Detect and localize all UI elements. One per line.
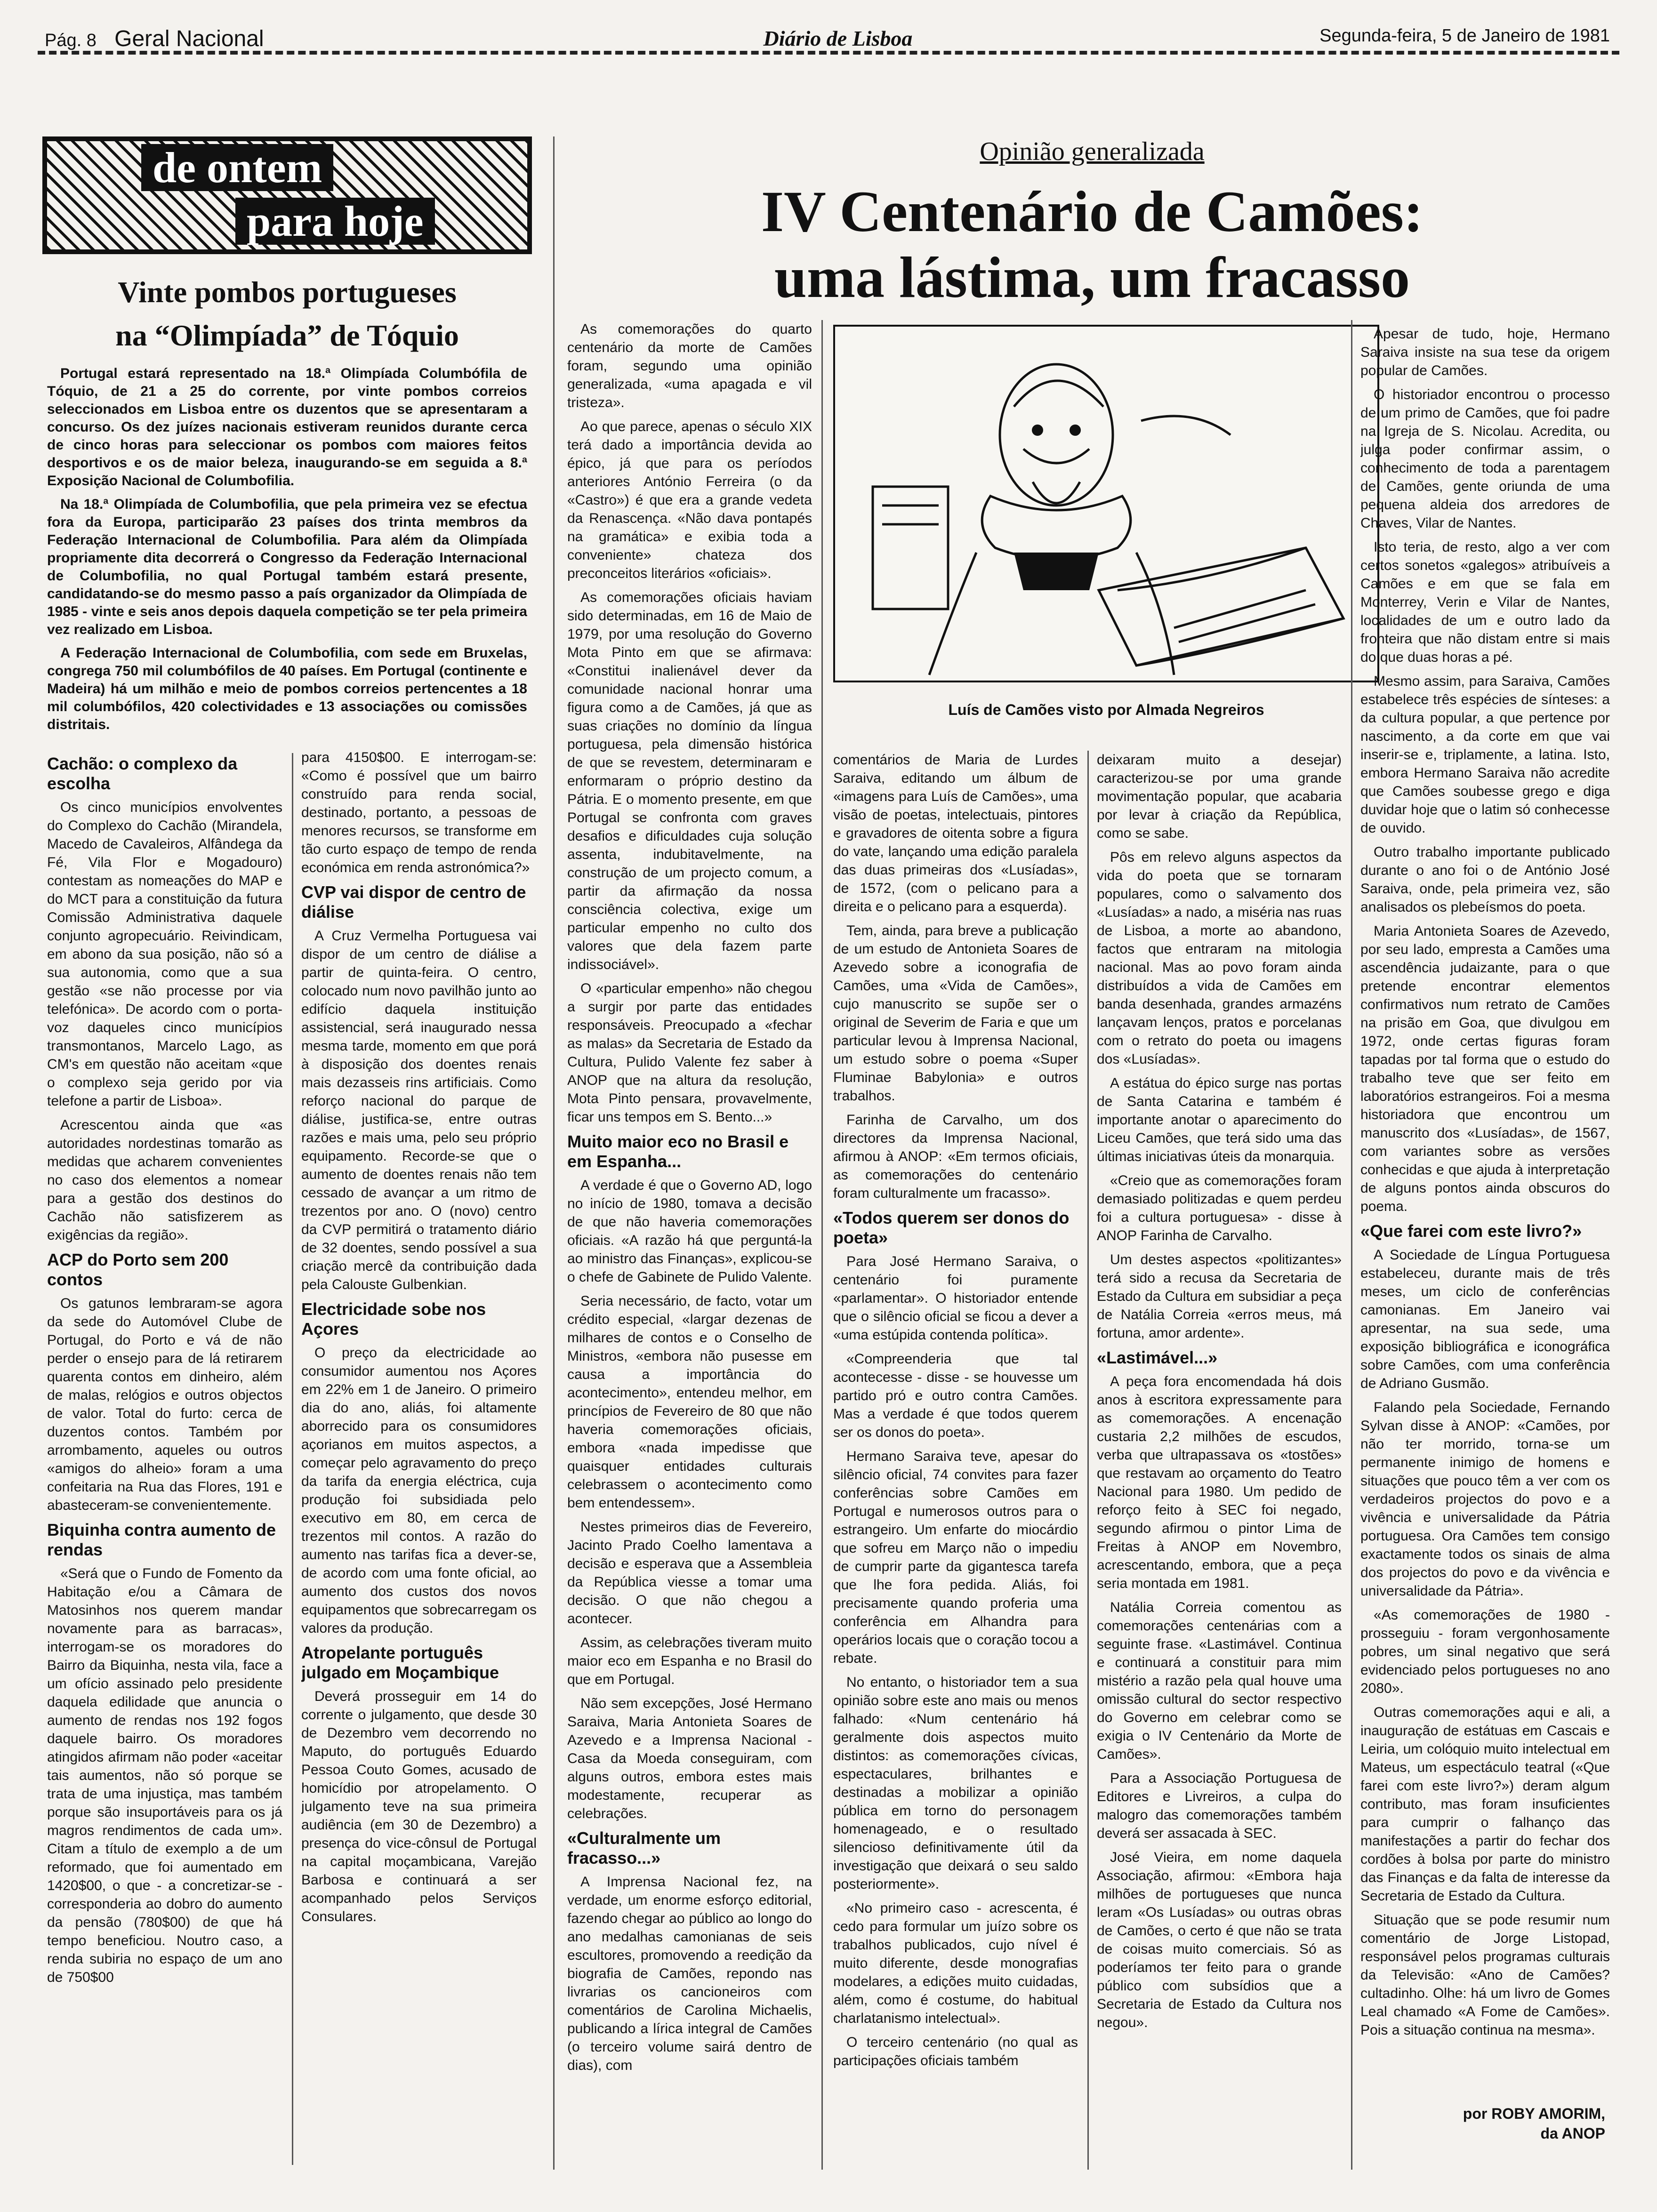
paragraph: Mesmo assim, para Saraiva, Camões estabelece três espécies de sínteses: a da cultura popular, a que pertence por nascimento, a da corte em que vai inserir-se e, triplamente, a latina. Isto, embora Hermano Saraiva não acredite que Camões soubesse grego e diga duvidar hoje que o latim só conhecesse de ouvido. xyxy=(1360,673,1610,836)
main-headline-line-1: IV Centenário de Camões: xyxy=(761,179,1424,244)
section-name: Geral Nacional xyxy=(114,26,264,51)
column-3 xyxy=(567,320,812,2170)
paragraph: Apesar de tudo, hoje, Hermano Saraiva insiste na sua tese da origem popular de Camões. xyxy=(1360,326,1610,378)
camoes-portrait-illustration xyxy=(833,325,1379,682)
byline-agency: da ANOP xyxy=(1540,2125,1605,2142)
main-kicker: Opinião generalizada xyxy=(980,137,1205,166)
paragraph: Para a Associação Portuguesa de Editores e Livreiros, a culpa do malogro das comemorações também deverá ser assacada à SEC. xyxy=(1097,1771,1342,1841)
banner-line-1: de ontem xyxy=(141,144,333,191)
paragraph: Outras comemorações aqui e ali, a inauguração de estátuas em Cascais e Leiria, um colóquio muito intelectual em Mateus, um espectáculo teatral («Que farei com este livro?») deram algum contributo, mas foram insuficientes para cumprir o falhanço das manifestações a partir do fechar dos cordões à bolsa por parte do ministro das Finanças e da falta de interesse da Secretaria de Estado da Cultura. xyxy=(1360,1705,1610,1904)
paragraph: Deverá prosseguir em 14 do corrente o julgamento, que desde 30 de Dezembro vem decorrendo no Maputo, do português Eduardo Pessoa Couto Gomes, acusado de homicídio por atropelamento. O julgamento teve na sua primeira audiência (em 30 de Dezembro) a presença do vice-cônsul de Portugal na capital moçambicana, Varejão Barbosa e continuará a ser acompanhado pelos Serviços Consulares. xyxy=(301,1689,537,1924)
main-headline xyxy=(565,179,1619,311)
column-divider xyxy=(821,320,823,2170)
page-number: Pág. 8 xyxy=(45,31,97,50)
paragraph: Não sem excepções, José Hermano Saraiva, Maria Antonieta Soares de Azevedo e a Imprensa Nacional - Casa da Moeda conseguiram, com alguns outros, embora estes mais modestamente, recuperar as celebrações. xyxy=(567,1696,812,1821)
subhead-donos: «Todos querem ser donos do poeta» xyxy=(833,1208,1070,1247)
subhead-cvp: CVP vai dispor de centro de diálise xyxy=(301,882,526,922)
paragraph: Tem, ainda, para breve a publicação de um estudo de Antonieta Soares de Azevedo sobre a iconografia de Camões, uma «Vida de Camões», cujo manuscrito se supõe ser o original de Severim de Faria e que um particular levou à Imprensa Nacional, um estudo sobre o poema «Super Fluminae Babylonia» e outros trabalhos. xyxy=(833,923,1078,1104)
paragraph: A peça fora encomendada há dois anos à escritora expressamente para as comemorações. A encenação custaria 2,2 milhões de escudos, verba que ultrapassava os «tostões» que restavam ao orçamento do Teatro Nacional para 1980. Um pedido de reforço feito à SEC foi negado, segundo afirmou o pintor Lima de Freitas à ANOP em Novembro, acrescentando, embora, que a peça seria montada em 1981. xyxy=(1097,1374,1342,1591)
left-story-lead xyxy=(47,365,527,741)
paragraph: Seria necessário, de facto, votar um crédito especial, «largar dezenas de milhares de contos e o Conselho de Ministros, «embora não pusesse em causa a importância do acontecimento», entendeu melhor, em princípios de Fevereiro de 80 que não haveria comemorações oficiais, embora «nada impedisse que quaisquer entidades culturais celebrassem o acontecimento como bem entendessem». xyxy=(567,1293,812,1511)
column-divider xyxy=(1351,320,1352,2170)
column-1 xyxy=(47,748,282,2170)
paragraph: Outro trabalho importante publicado durante o ano foi o de António José Saraiva, onde, pela primeira vez, são analisados os plebeísmos do poeta. xyxy=(1360,844,1610,915)
paragraph: Pôs em relevo alguns aspectos da vida do poeta que se tornaram populares, como o salvamento dos «Lusíadas» a nado, a miséria nas ruas de Lisboa, a morte ao abandono, factos que entraram na mitologia nacional. Mas ao povo foram ainda distribuídos a vida de Camões em banda desenhada, grandes armazéns lançavam lenços, pratos e porcelanas com o retrato do poeta ou imagens dos «Lusíadas». xyxy=(1097,850,1342,1067)
subhead-lastimavel: «Lastimável...» xyxy=(1097,1348,1218,1367)
paragraph: A Sociedade de Língua Portuguesa estabeleceu, durante mais de três meses, um ciclo de conferências camonianas. Em Janeiro vai apresentar, na sua sede, uma exposição bibliográfica e iconográfica sobre Camões, com uma conferência de Adriano Gusmão. xyxy=(1360,1247,1610,1391)
paragraph: para 4150$00. E interrogam-se: «Como é possível que um bairro construído para renda social, destinado, portanto, a pessoas de menores recursos, se transforme em tão curto espaço de tempo de renda económica em renda astronómica?» xyxy=(301,750,537,875)
paragraph: Hermano Saraiva teve, apesar do silêncio oficial, 74 convites para fazer conferências sobre Camões em Portugal e numerosos outros para o estrangeiro. Um enfarte do miocárdio que sofreu em Março não o impediu de cumprir parte da gigantesca tarefa que lhe fora pedida. Aliás, foi precisamente quando proferia uma conferência em Alhandra para operários locais que o coração tocou a rebate. xyxy=(833,1449,1078,1666)
paragraph: O historiador encontrou o processo de um primo de Camões, que foi padre na Igreja de S. Nicolau. Acredita, ou julga poder confirmar assim, o conhecimento de toda a parentagem de Camões, gente oriunda de uma pequena aldeia dos arredores de Chaves, Vilar de Nantes. xyxy=(1360,387,1610,531)
byline xyxy=(1360,2104,1605,2143)
paragraph: Assim, as celebrações tiveram muito maior eco em Espanha e no Brasil do que em Portugal. xyxy=(567,1635,812,1687)
subhead-biquinha: Biquinha contra aumento de rendas xyxy=(47,1520,276,1559)
paragraph: O «particular empenho» não chegou a surgir por parte das entidades responsáveis. Preocupado a «fechar as malas» da Secretaria de Estado da Cultura, Pulido Valente fez saber à ANOP que na altura da resolução, Mota Pinto pensara, provavelmente, ficar uns tempos em S. Bento...» xyxy=(567,981,812,1125)
paragraph: Situação que se pode resumir num comentário de Jorge Listopad, responsável pelos programas culturais da Televisão: «Ano de Camões? cultadinho. Olhe: há um livro de Gomes Leal chamado «A Fome de Camões». Pois a situação continua na mesma». xyxy=(1360,1912,1610,2038)
subhead-acp: ACP do Porto sem 200 contos xyxy=(47,1250,229,1289)
paragraph: Maria Antonieta Soares de Azevedo, por seu lado, empresta a Camões uma ascendência judaizante, para o que pretende encontrar elementos confirmativos num retrato de Camões na prisão em Goa, que divulgou em 1972, onde certas figuras foram tapadas por tal forma que o estudo do trabalho teve que ser feito em laboratórios estrangeiros. Foi a mesma historiadora que encontrou um manuscrito dos «Lusíadas», de 1567, com variantes sobre as versões conhecidas e que ajuda à interpretação de alguns pontos ainda obscuros do poema. xyxy=(1360,923,1610,1214)
paragraph: A verdade é que o Governo AD, logo no início de 1980, tomava a decisão de que não haveria comemorações oficiais. «A razão há que perguntá-la ao ministro das Finanças», explicou-se o chefe de Gabinete de Pulido Valente. xyxy=(567,1178,812,1285)
paragraph: «Será que o Fundo de Fomento da Habitação e/ou a Câmara de Matosinhos nos querem mandar novamente para as barracas», interrogam-se os moradores do Bairro da Biquinha, nesta vila, face a um ofício assinado pelo presidente daquela edilidade que anuncia o aumento de rendas nos 192 fogos daquele bairro. Os moradores atingidos afirmam não poder «aceitar tais aumentos, não só porque se trata de uma injustiça, mas também porque são insuportáveis para os já magros rendimentos de cada um». Citam a título de exemplo a de um reformado, que foi aumentado em 1420$00, o que - a concretizar-se - corresponderia ao dobro do aumento da pensão (780$00) de que há tempo beneficiou. Noutro caso, a renda subiria no espaço de um ano de 750$00 xyxy=(47,1566,282,1985)
paragraph: comentários de Maria de Lurdes Saraiva, editando um álbum de «imagens para Luís de Camões», uma visão de poetas, intelectuais, pintores e gravadores de oitenta sobre a figura do vate, lançando uma edição paralela das duas primeiras dos «Lusíadas», de 1572, (com o pelicano para a direita e o pelicano para a esquerda). xyxy=(833,752,1078,914)
lead-paragraph: A Federação Internacional de Columbofilia, com sede em Bruxelas, congrega 750 mil columbófilos de 40 países. Em Portugal (continente e Madeira) há um milhão e meio de pombos correios pertencentes a 18 mil columbófilos, 420 colectividades e 13 associações ou comissões distritais. xyxy=(47,645,527,732)
paragraph: deixaram muito a desejar) caracterizou-se por uma grande movimentação popular, que acabaria por levar à criação da República, como se sabe. xyxy=(1097,752,1342,841)
column-5 xyxy=(1097,751,1342,2170)
illustration-caption: Luís de Camões visto por Almada Negreiros xyxy=(948,701,1264,718)
subhead-culturalmente: «Culturalmente um fracasso...» xyxy=(567,1828,721,1867)
section-banner xyxy=(42,136,532,254)
banner-line-2: para hoje xyxy=(235,198,435,245)
paragraph: Um destes aspectos «politizantes» terá sido a recusa da Secretaria de Estado da Cultura em subsidiar a peça de Natália Correia «erros meus, má fortuna, amor ardente». xyxy=(1097,1252,1342,1341)
portrait-drawing xyxy=(835,327,1377,681)
section-divider xyxy=(553,136,555,2170)
masthead: Diário de Lisboa xyxy=(763,26,913,50)
issue-date: Segunda-feira, 5 de Janeiro de 1981 xyxy=(1319,26,1610,46)
paragraph: «No primeiro caso - acrescenta, é cedo para formular um juízo sobre os trabalhos publicados, cujo nível é muito diferente, desde monografias modelares, a edições muito cuidadas, além, como é costume, do habitual charlatanismo intelectual». xyxy=(833,1900,1078,2026)
paragraph: Acrescentou ainda que «as autoridades nordestinas tomarão as medidas que acharem convenientes no caso dos elementos a nomear para a gestão dos destinos do Cachão não satisfizerem as exigências da região». xyxy=(47,1117,282,1243)
paragraph: O preço da electricidade ao consumidor aumentou nos Açores em 22% em 1 de Janeiro. O primeiro dia do ano, aliás, foi altamente aborrecido para os consumidores açorianos em muitos aspectos, a começar pelo agravamento do preço da tarifa da energia eléctrica, cuja produção foi subsidiada pelo executivo em 80, em cerca de trezentos mil contos. A razão do aumento nas tarifas fica a dever-se, de acordo com uma fonte oficial, ao aumento dos custos dos novos equipamentos que sobrecarregam os valores da produção. xyxy=(301,1345,537,1636)
left-story-headline xyxy=(42,271,532,357)
paragraph: Nestes primeiros dias de Fevereiro, Jacinto Prado Coelho lamentava a decisão e esperava que a Assembleia da República viesse a tomar uma decisão. O que não chegou a acontecer. xyxy=(567,1519,812,1627)
paragraph: Para José Hermano Saraiva, o centenário foi puramente «parlamentar». O historiador entende que o silêncio oficial se ficou a dever a «uma estúpida contenda política». xyxy=(833,1254,1078,1343)
main-headline-line-2: uma lástima, um fracasso xyxy=(774,245,1410,310)
left-headline-line-1: Vinte pombos portugueses xyxy=(118,275,457,309)
lead-paragraph: Portugal estará representado na 18.ª Olimpíada Columbófila de Tóquio, de 21 a 25 do corrente, por vinte pombos correios seleccionados em Lisboa entre os duzentos que se apresentaram a concurso. Os dez juízes nacionais estiveram reunidos durante cerca de cinco horas para seleccionar os pombos com maiores feitos desportivos e os de maior beleza, inaugurando-se em seguida a 8.ª Exposição Nacional de Columbofilia. xyxy=(47,366,527,489)
paragraph: A Cruz Vermelha Portuguesa vai dispor de um centro de diálise a partir de quinta-feira. O centro, colocado num novo pavilhão junto ao edifício daquela instituição assistencial, será inaugurado nessa mesma tarde, momento em que porá à disposição dos doentes renais mais dezasseis rins artificiais. Como reforço nacional do parque de diálise, justifica-se, entre outras razões e mais uma, pelo seu próprio equipamento. Recorde-se que o aumento de doentes renais não tem cessado de avançar a um ritmo de trezentos por ano. O (novo) centro da CVP permitirá o tratamento diário de 32 doentes, sendo possível a sua criação mercê da contribuição dada pela Calouste Gulbenkian. xyxy=(301,928,537,1292)
paragraph: Ao que parece, apenas o século XIX terá dado a importância devida ao épico, já que para os períodos anteriores António Ferreira (o da «Castro») é que era a grande vedeta da Renascença. «Não dava pontapés na gramática» e exibia toda a conveniente» chateza dos preconceitos literários «oficiais». xyxy=(567,419,812,581)
paragraph: Isto teria, de resto, algo a ver com certos sonetos «galegos» atribuíveis a Camões e em que se fala em Monterrey, Verin e Vilar de Nantes, localidades de um e outro lado da fronteira que não distam entre si mais do que duas horas a pé. xyxy=(1360,539,1610,665)
paragraph: No entanto, o historiador tem a sua opinião sobre este ano mais ou menos falhado: «Num centenário há geralmente dois aspectos muito distintos: as comemorações cívicas, espectaculares, brilhantes e destinadas a mobilizar a opinião pública em torno do personagem homenageado, e o resultado silencioso definitivamente útil da investigação que deixará o seu saldo posteriormente». xyxy=(833,1675,1078,1892)
paragraph: As comemorações oficiais haviam sido determinadas, em 16 de Maio de 1979, por uma resolução do Governo Mota Pinto em que se afirmava: «Constitui inalienável dever da comunidade nacional honrar uma figura como a de Camões, já que as suas criações no domínio da língua portuguesa, pela dimensão histórica de que se revestem, determinaram e enformaram o próprio destino da Pátria. E o momento presente, em que Portugal se confronta com graves desafios e dificuldades cuja solução assenta, indubitavelmente, na construção de um projecto comum, a partir da afirmação da nossa consciência colectiva, exige um particular empenho no culto dos valores que dela fazem parte indissociável». xyxy=(567,590,812,972)
paragraph: A Imprensa Nacional fez, na verdade, um enorme esforço editorial, fazendo chegar ao público ao longo do ano medalhas camonianas de seis escultores, promovendo a reedição da biografia de Camões, repondo nas livrarias os cancioneiros com comentários de Carolina Michaelis, publicando a lírica integral de Camões (o terceiro volume sairá dentro de dias), com xyxy=(567,1874,812,2073)
paragraph: «Compreenderia que tal acontecesse - disse - se houvesse um partido pró e outro contra Camões. Mas a verdade é que todos querem ser os donos do poeta». xyxy=(833,1351,1078,1440)
column-4 xyxy=(833,751,1078,2170)
paragraph: Natália Correia comentou as comemorações centenárias com a seguinte frase. «Lastimável. Continua e continuará a constituir para mim mistério a razão pela qual houve uma omissão cultural do sector respectivo do Governo em celebrar como se exigia o IV Centenário da Morte de Camões». xyxy=(1097,1600,1342,1762)
paragraph: A estátua do épico surge nas portas de Santa Catarina e também é importante anotar o aparecimento do Liceu Camões, que terá sido uma das últimas iniciativas úteis da monarquia. xyxy=(1097,1075,1342,1164)
paragraph: «As comemorações de 1980 - prosseguiu - foram vergonhosamente pobres, um sinal negativo que será evidenciado pelos portugueses no ano 2080». xyxy=(1360,1607,1610,1696)
paragraph: Falando pela Sociedade, Fernando Sylvan disse à ANOP: «Camões, por não ter morrido, torna-se um permanente inimigo de homens e situações que pouco têm a ver com os verdadeiros projectos do povo e a vivência e universalidade da Pátria portuguesa. Ora Camões tem consigo exactamente todos os sinais de alma dos projectos do povo e da vivência e universalidade da Pátria». xyxy=(1360,1400,1610,1599)
paragraph: José Vieira, em nome daquela Associação, afirmou: «Embora haja milhões de portugueses que nunca leram «Os Lusíadas» ou outras obras de Camões, o certo é que não se trata de coisas muito comerciais. Só as poderíamos ter feito para o grande público com subsídios que a Secretaria de Estado da Cultura nos negou». xyxy=(1097,1850,1342,2030)
column-6 xyxy=(1360,325,1610,2099)
header-rule xyxy=(38,51,1619,55)
subhead-cachao: Cachão: o complexo da escolha xyxy=(47,754,238,793)
paragraph: Os cinco municípios envolventes do Complexo do Cachão (Mirandela, Macedo de Cavaleiros, Alfândega da Fé, Vila Flor e Mogadouro) contestam as nomeações do MAP e do MCT para a constituição da futura Comissão Administrativa daquele conjunto agropecuário. Reivindicam, em abono da sua posição, não só a sua autonomia, como que a sua gestão «se não processe por via telefónica». De acordo com o porta-voz daqueles cinco municípios transmontanos, Marcelo Lago, as CM's em questão não aceitam «que o complexo seja gerido por via telefone a partir de Lisboa». xyxy=(47,800,282,1109)
subhead-eco: Muito maior eco no Brasil e em Espanha... xyxy=(567,1132,789,1171)
column-divider xyxy=(292,753,293,2165)
paragraph: Os gatunos lembraram-se agora da sede do Automóvel Clube de Portugal, do Porto e vá de não perder o ensejo para de lá retirarem quarenta contos em dinheiro, além de malas, relógios e outros objectos de valor. Total do furto: cerca de duzentos contos. Também por arrombamento, aqueles ou outros «amigos do alheio» foram a uma confeitaria na Rua das Flores, 191 e abasteceram-se convenientemente. xyxy=(47,1296,282,1513)
subhead-atropelante: Atropelante português julgado em Moçambique xyxy=(301,1643,499,1682)
page-header-left xyxy=(45,26,374,49)
byline-name: por ROBY AMORIM, xyxy=(1463,2105,1605,2122)
subhead-electricidade: Electricidade sobe nos Açores xyxy=(301,1299,486,1338)
column-2 xyxy=(301,748,537,2170)
left-headline-line-2: na “Olimpíada” de Tóquio xyxy=(115,319,459,352)
paragraph: «Creio que as comemorações foram demasiado politizadas e quem perdeu foi a cultura portuguesa» - disse à ANOP Farinha de Carvalho. xyxy=(1097,1173,1342,1243)
paragraph: O terceiro centenário (no qual as participações oficiais também xyxy=(833,2035,1078,2068)
paragraph: As comemorações do quarto centenário da morte de Camões foram, segundo uma opinião generalizada, «uma apagada e vil tristeza». xyxy=(567,321,812,410)
lead-paragraph: Na 18.ª Olimpíada de Columbofilia, que pela primeira vez se efectua fora da Europa, participarão 23 países dos trinta membros da Federação Internacional de Columbofilia. Para além da Olimpíada propriamente dita decorrerá o Congresso da Federação Internacional de Columbofilia, no qual Portugal também estará presente, candidatando-se do mesmo passo a país organizador da Olimpíada de 1985 - vinte e seis anos depois daquela competição se ter pela primeira vez realizado em Lisboa. xyxy=(47,497,527,637)
paragraph: Farinha de Carvalho, um dos directores da Imprensa Nacional, afirmou à ANOP: «Em termos oficiais, as comemorações do centenário foram culturalmente um fracasso». xyxy=(833,1112,1078,1201)
subhead-que-farei: «Que farei com este livro?» xyxy=(1360,1221,1582,1241)
column-divider xyxy=(1087,751,1089,2170)
